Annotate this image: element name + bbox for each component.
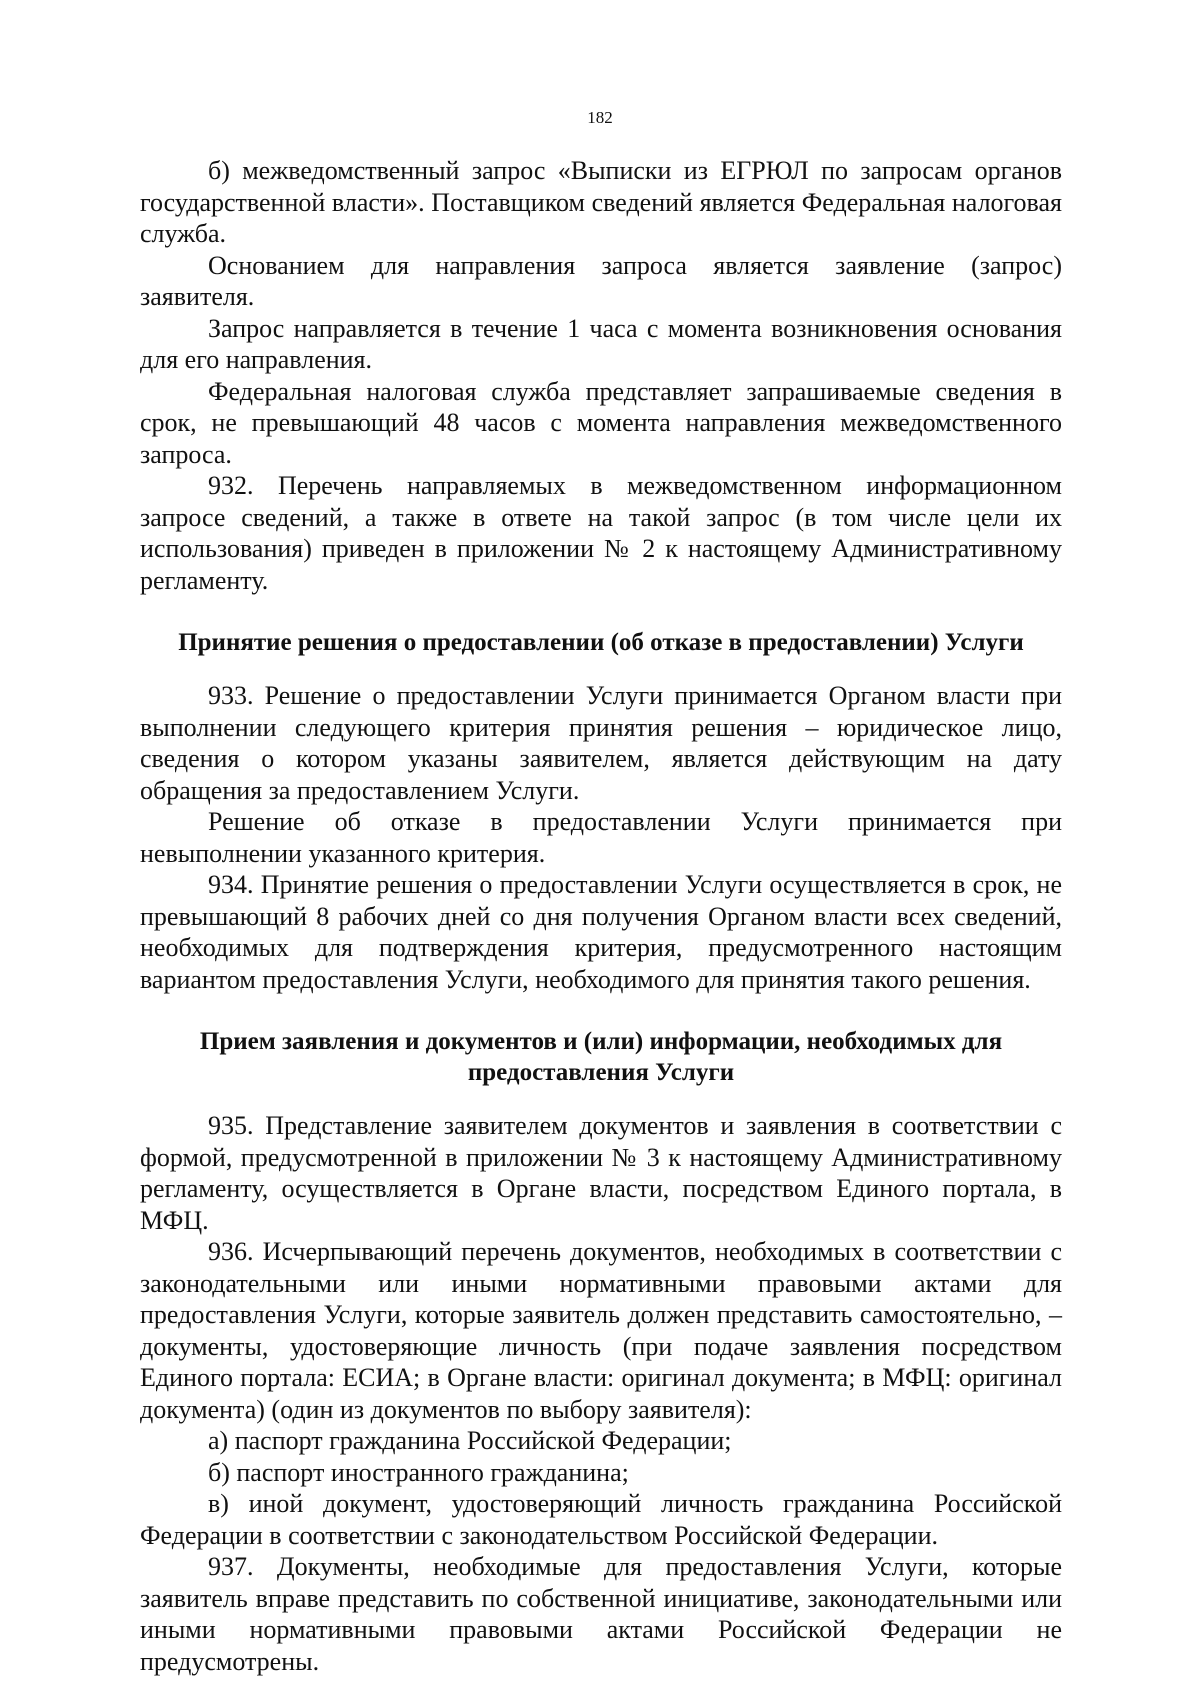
list-item-foreign-passport: б) паспорт иностранного гражданина;: [208, 1457, 629, 1487]
paragraph-934: 934. Принятие решения о предоставлении Услуги осуществляется в срок, не превышающий 8 рабочих дней со дня получения Органом власти всех сведений, необходимых для подтверждения критерия, предусмотренного настоящим вариантом предоставления Услуги, необходимого для принятия такого решения.: [140, 870, 1062, 994]
paragraph-935: 935. Представление заявителем документов и заявления в соответствии с формой, предусмотренной в приложении № 3 к настоящему Административному регламенту, осуществляется в Органе власти, посредством Единого портала, в МФЦ.: [140, 1111, 1062, 1235]
paragraph-932: 932. Перечень направляемых в межведомственном информационном запросе сведений, а также в ответе на такой запрос (в том числе цели их использования) приведен в приложении № 2 к настоящему Административному регламенту.: [140, 471, 1062, 595]
page-number: 182: [587, 108, 613, 127]
paragraph-request-timing: Запрос направляется в течение 1 часа с момента возникновения основания для его направления.: [140, 313, 1062, 374]
paragraph-933: 933. Решение о предоставлении Услуги принимается Органом власти при выполнении следующего критерия принятия решения – юридическое лицо, сведения о котором указаны заявителем, является действующим на дату обращения за предоставлением Услуги.: [140, 681, 1062, 805]
list-item-passport-rf: а) паспорт гражданина Российской Федерации;: [208, 1426, 732, 1455]
paragraph-refusal-decision: Решение об отказе в предоставлении Услуги принимается при невыполнении указанного критерия.: [140, 807, 1062, 868]
document-body: [140, 155, 1062, 1677]
paragraph-936: 936. Исчерпывающий перечень документов, необходимых в соответствии с законодательными или иными нормативными правовыми актами для предоставления Услуги, которые заявитель должен представить самостоятельно, – документы, удостоверяющие личность (при подаче заявления посредством Единого портала: ЕСИА; в Органе власти: оригинал документа; в МФЦ: оригинал документа) (один из документов по выбору заявителя):: [140, 1237, 1062, 1424]
section-heading-application-intake: Прием заявления и документов и (или) информации, необходимых для предоставления Услуги: [199, 1028, 1003, 1086]
paragraph-937: 937. Документы, необходимые для предоставления Услуги, которые заявитель вправе представить по собственной инициативе, законодательными или иными нормативными правовыми актами Российской Федерации не предусмотрены.: [140, 1552, 1062, 1676]
paragraph-intergov-request-egrul: б) межведомственный запрос «Выписки из ЕГРЮЛ по запросам органов государственной власти». Поставщиком сведений является Федеральная налоговая служба.: [140, 156, 1062, 248]
section-heading-decision: Принятие решения о предоставлении (об отказе в предоставлении) Услуги: [178, 629, 1024, 656]
paragraph-request-basis: Основанием для направления запроса является заявление (запрос) заявителя.: [140, 250, 1062, 311]
paragraph-tax-service-response: Федеральная налоговая служба представляет запрашиваемые сведения в срок, не превышающий 48 часов с момента направления межведомственного запроса.: [140, 376, 1062, 469]
list-item-other-id-document: в) иной документ, удостоверяющий личность гражданина Российской Федерации в соответствии с законодательством Российской Федерации.: [140, 1489, 1062, 1550]
